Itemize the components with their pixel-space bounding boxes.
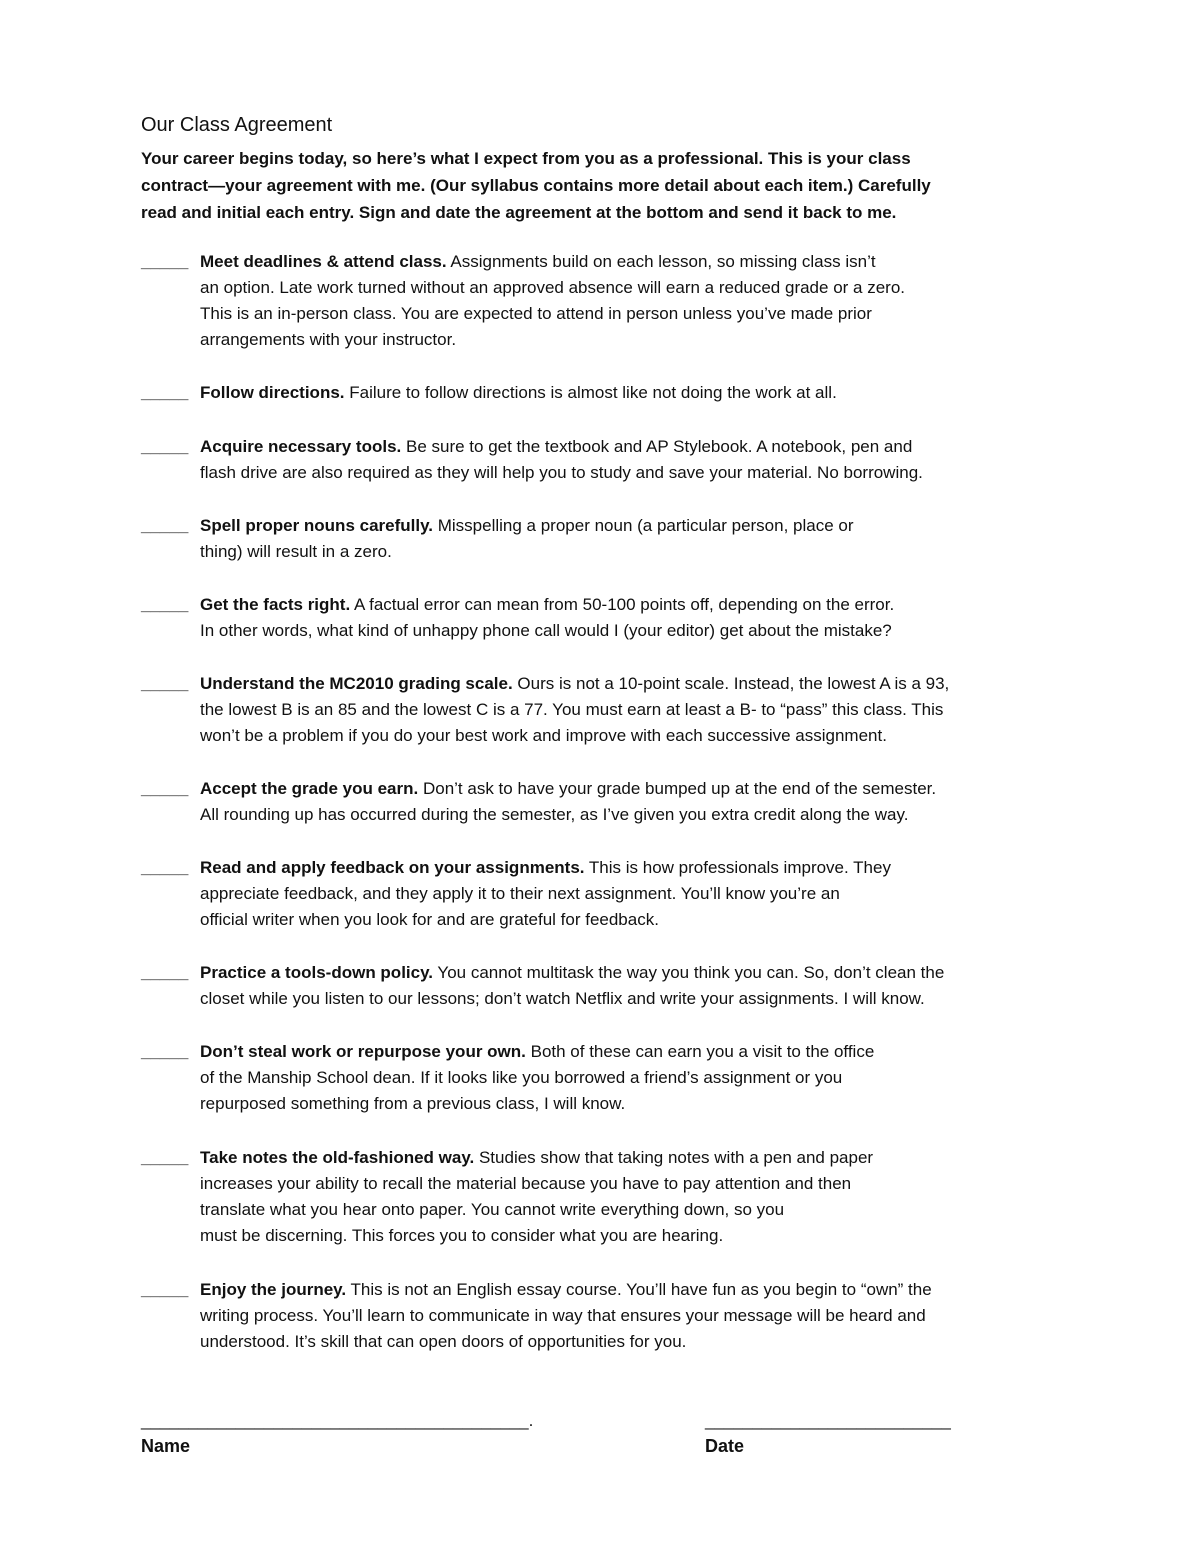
item-text: understood. It’s skill that can open doors of opportunities for you. bbox=[200, 1332, 687, 1351]
initial-blank[interactable]: _____ bbox=[141, 595, 189, 614]
item-line bbox=[141, 1329, 1061, 1355]
item-heading: Take notes the old-fashioned way. bbox=[200, 1148, 475, 1167]
item-line bbox=[141, 1277, 1061, 1303]
agreement-item bbox=[141, 960, 1061, 1012]
initial-blank[interactable]: _____ bbox=[141, 963, 189, 982]
item-text: Failure to follow directions is almost like not doing the work at all. bbox=[344, 383, 837, 402]
item-heading: Follow directions. bbox=[200, 383, 345, 402]
item-text: Ours is not a 10-point scale. Instead, the lowest A is a 93, bbox=[512, 674, 950, 693]
item-line bbox=[141, 1039, 1061, 1065]
item-line bbox=[141, 960, 1061, 986]
agreement-item bbox=[141, 855, 1061, 933]
item-text: of the Manship School dean. If it looks like you borrowed a friend’s assignment or you bbox=[200, 1068, 843, 1087]
item-text: Both of these can earn you a visit to the office bbox=[525, 1042, 875, 1061]
initial-blank[interactable]: _____ bbox=[141, 383, 189, 402]
item-line bbox=[141, 513, 1061, 539]
item-line bbox=[141, 697, 1061, 723]
initial-blank[interactable]: _____ bbox=[141, 516, 189, 535]
item-text: All rounding up has occurred during the semester, as I’ve given you extra credit along the way. bbox=[200, 805, 909, 824]
item-heading: Enjoy the journey. bbox=[200, 1280, 347, 1299]
item-line bbox=[141, 592, 1061, 618]
intro-paragraph bbox=[141, 145, 1041, 226]
item-heading: Understand the MC2010 grading scale. bbox=[200, 674, 513, 693]
item-heading: Accept the grade you earn. bbox=[200, 779, 419, 798]
item-line bbox=[141, 539, 1061, 565]
name-label: Name bbox=[141, 1436, 191, 1456]
item-text: This is an in-person class. You are expected to attend in person unless you’ve made prior bbox=[200, 304, 872, 323]
item-text: arrangements with your instructor. bbox=[200, 330, 457, 349]
agreement-item bbox=[141, 513, 1061, 565]
agreement-item bbox=[141, 776, 1061, 828]
item-line bbox=[141, 380, 1061, 406]
item-text: In other words, what kind of unhappy phone call would I (your editor) get about the mistake? bbox=[200, 621, 892, 640]
agreement-item bbox=[141, 1145, 1061, 1249]
item-line bbox=[141, 855, 1061, 881]
agreement-item bbox=[141, 592, 1061, 644]
name-signature-line[interactable]: _________________________________________. bbox=[141, 1411, 534, 1430]
intro-line: contract—your agreement with me. (Our syllabus contains more detail about each item.) Carefully bbox=[141, 176, 931, 195]
initial-blank[interactable]: _____ bbox=[141, 1280, 189, 1299]
item-heading: Meet deadlines & attend class. bbox=[200, 252, 447, 271]
agreement-item bbox=[141, 434, 1061, 486]
item-line bbox=[141, 618, 1061, 644]
item-text: This is not an English essay course. You’ll have fun as you begin to “own” the bbox=[346, 1280, 932, 1299]
item-line bbox=[141, 881, 1061, 907]
initial-blank[interactable]: _____ bbox=[141, 1042, 189, 1061]
intro-line: read and initial each entry. Sign and date the agreement at the bottom and send it back to me. bbox=[141, 203, 897, 222]
item-line bbox=[141, 1223, 1061, 1249]
item-heading: Acquire necessary tools. bbox=[200, 437, 402, 456]
date-signature-line[interactable]: __________________________ bbox=[705, 1411, 951, 1430]
initial-blank[interactable]: _____ bbox=[141, 252, 189, 271]
item-text: repurposed something from a previous class, I will know. bbox=[200, 1094, 626, 1113]
item-text: official writer when you look for and are grateful for feedback. bbox=[200, 910, 659, 929]
item-line bbox=[141, 802, 1061, 828]
item-line bbox=[141, 249, 1061, 275]
item-heading: Practice a tools-down policy. bbox=[200, 963, 434, 982]
item-text: Studies show that taking notes with a pen and paper bbox=[474, 1148, 874, 1167]
item-text: won’t be a problem if you do your best work and improve with each successive assignment. bbox=[200, 726, 887, 745]
item-text: This is how professionals improve. They bbox=[584, 858, 891, 877]
item-text: closet while you listen to our lessons; don’t watch Netflix and write your assignments. I will know. bbox=[200, 989, 925, 1008]
item-text: thing) will result in a zero. bbox=[200, 542, 392, 561]
item-text: flash drive are also required as they will help you to study and save your material. No borrowing. bbox=[200, 463, 923, 482]
item-text: Assignments build on each lesson, so missing class isn’t bbox=[446, 252, 876, 271]
item-line bbox=[141, 1065, 1061, 1091]
item-line bbox=[141, 1171, 1061, 1197]
item-heading: Don’t steal work or repurpose your own. bbox=[200, 1042, 526, 1061]
item-line bbox=[141, 1303, 1061, 1329]
item-text: appreciate feedback, and they apply it to their next assignment. You’ll know you’re an bbox=[200, 884, 840, 903]
agreement-item bbox=[141, 1277, 1061, 1355]
item-text: Be sure to get the textbook and AP Stylebook. A notebook, pen and bbox=[401, 437, 913, 456]
date-label: Date bbox=[705, 1436, 745, 1456]
item-line bbox=[141, 723, 1061, 749]
item-line bbox=[141, 776, 1061, 802]
item-text: Misspelling a proper noun (a particular person, place or bbox=[433, 516, 854, 535]
item-line bbox=[141, 327, 1061, 353]
item-line bbox=[141, 1197, 1061, 1223]
agreement-item bbox=[141, 671, 1061, 749]
item-heading: Spell proper nouns carefully. bbox=[200, 516, 434, 535]
item-text: must be discerning. This forces you to consider what you are hearing. bbox=[200, 1226, 724, 1245]
item-text: Don’t ask to have your grade bumped up at the end of the semester. bbox=[418, 779, 937, 798]
item-heading: Get the facts right. bbox=[200, 595, 351, 614]
initial-blank[interactable]: _____ bbox=[141, 779, 189, 798]
item-line bbox=[141, 275, 1061, 301]
page-title: Our Class Agreement bbox=[141, 114, 333, 136]
item-text: translate what you hear onto paper. You cannot write everything down, so you bbox=[200, 1200, 785, 1219]
item-text: You cannot multitask the way you think you can. So, don’t clean the bbox=[433, 963, 945, 982]
item-line bbox=[141, 1091, 1061, 1117]
item-heading: Read and apply feedback on your assignments. bbox=[200, 858, 585, 877]
item-line bbox=[141, 301, 1061, 327]
agreement-item bbox=[141, 380, 1061, 406]
item-text: the lowest B is an 85 and the lowest C is a 77. You must earn at least a B- to “pass” this class. This bbox=[200, 700, 944, 719]
agreement-item bbox=[141, 1039, 1061, 1117]
item-line bbox=[141, 460, 1061, 486]
item-line bbox=[141, 434, 1061, 460]
initial-blank[interactable]: _____ bbox=[141, 1148, 189, 1167]
agreement-item bbox=[141, 249, 1061, 353]
item-text: A factual error can mean from 50-100 points off, depending on the error. bbox=[350, 595, 895, 614]
item-text: writing process. You’ll learn to communicate in way that ensures your message will be heard and bbox=[200, 1306, 926, 1325]
initial-blank[interactable]: _____ bbox=[141, 674, 189, 693]
item-line bbox=[141, 907, 1061, 933]
initial-blank[interactable]: _____ bbox=[141, 858, 189, 877]
initial-blank[interactable]: _____ bbox=[141, 437, 189, 456]
item-text: increases your ability to recall the material because you have to pay attention and then bbox=[200, 1174, 852, 1193]
intro-line: Your career begins today, so here’s what I expect from you as a professional. This is your class bbox=[141, 149, 911, 168]
item-line bbox=[141, 1145, 1061, 1171]
item-line bbox=[141, 986, 1061, 1012]
item-text: an option. Late work turned without an approved absence will earn a reduced grade or a zero. bbox=[200, 278, 906, 297]
item-line bbox=[141, 671, 1061, 697]
